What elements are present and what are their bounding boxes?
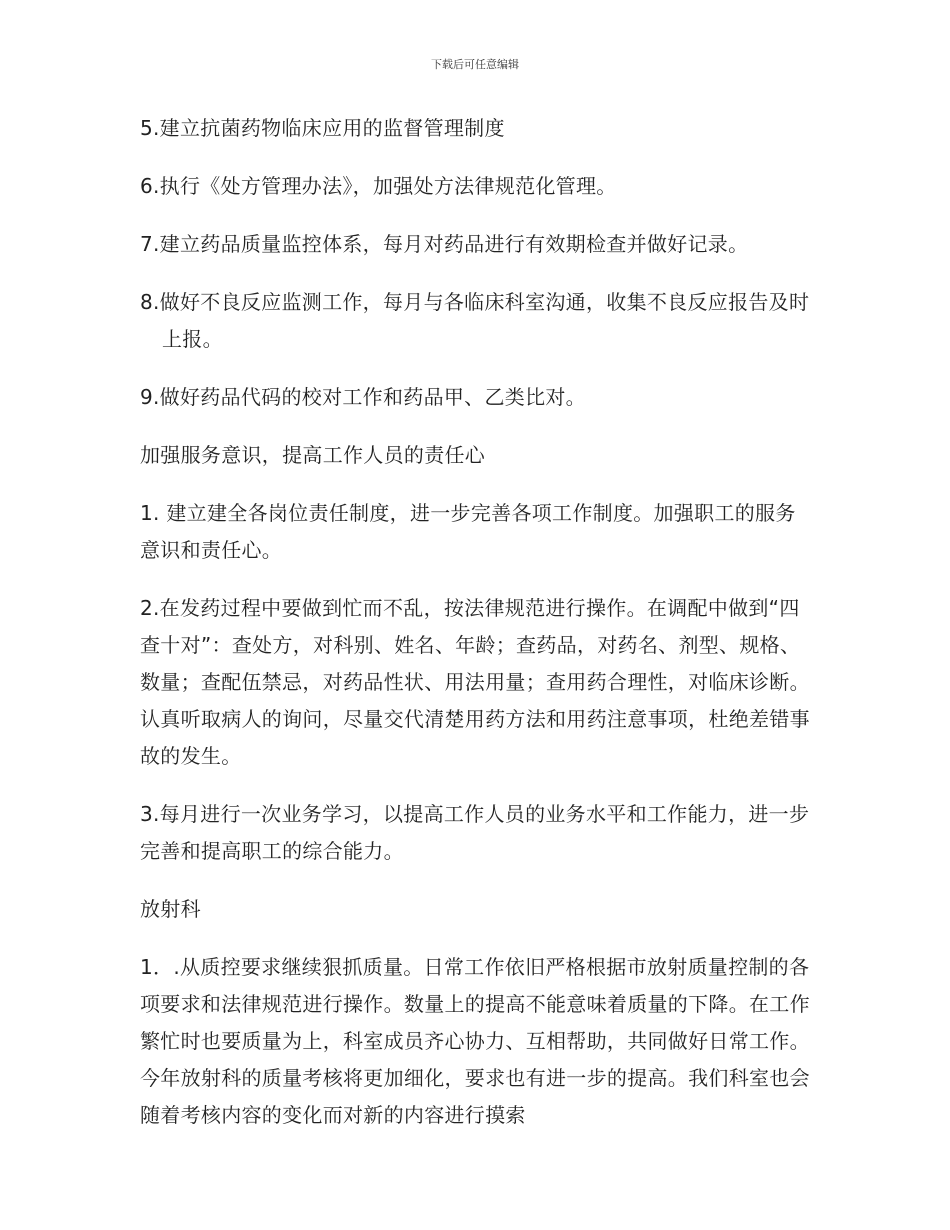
paragraph-service-3: 3.每月进行一次业务学习，以提高工作人员的业务水平和工作能力，进一步完善和提高职工的综合能力。 [140, 802, 810, 863]
document-body [140, 110, 812, 1155]
paragraph-item-8: 8.做好不良反应监测工作，每月与各临床科室沟通，收集不良反应报告及时上报。 [140, 290, 810, 351]
paragraph-item-9: 9.做好药品代码的校对工作和药品甲、乙类比对。 [140, 385, 586, 409]
paragraph-item-7: 7.建立药品质量监控体系，每月对药品进行有效期检查并做好记录。 [140, 232, 749, 256]
section-heading-radiology: 放射科 [140, 897, 201, 921]
paragraph-service-1: 1. 建立建全各岗位责任制度，进一步完善各项工作制度。加强职工的服务意识和责任心。 [140, 501, 796, 562]
paragraph-item-6: 6.执行《处方管理办法》，加强处方法律规范化管理。 [140, 174, 617, 198]
paragraph-item-5: 5.建立抗菌药物临床应用的监督管理制度 [140, 116, 505, 140]
page-header: 下载后可任意编辑 [431, 58, 519, 71]
section-heading-service: 加强服务意识，提高工作人员的责任心 [140, 443, 486, 467]
paragraph-radiology-1: 1．.从质控要求继续狠抓质量。日常工作依旧严格根据市放射质量控制的各项要求和法律规范进行操作。数量上的提高不能意味着质量的下降。在工作繁忙时也要质量为上，科室成员齐心协力、互相帮助，共同做好日常工作。今年放射科的质量考核将更加细化，要求也有进一步的提高。我们科室也会随着考核内容的变化而对新的内容进行摸索 [140, 955, 810, 1127]
paragraph-service-2: 2.在发药过程中要做到忙而不乱，按法律规范进行操作。在调配中做到“四查十对”：查处方，对科别、姓名、年龄；查药品，对药名、剂型、规格、数量；查配伍禁忌，对药品性状、用法用量；查用药合理性，对临床诊断。认真听取病人的询问，尽量交代清楚用药方法和用药注意事项，杜绝差错事故的发生。 [140, 596, 810, 768]
